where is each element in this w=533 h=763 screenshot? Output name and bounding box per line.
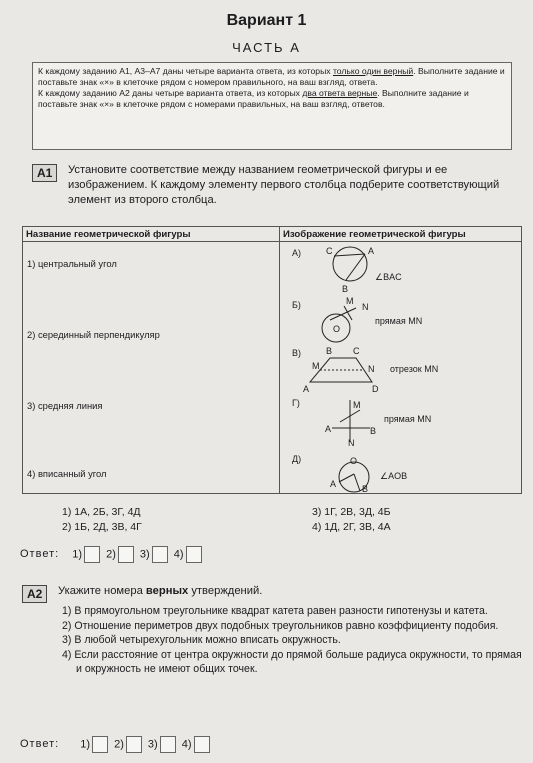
variant-title: Вариант 1 bbox=[226, 12, 307, 29]
fig-b-label: N bbox=[362, 302, 369, 312]
instructions-p1 bbox=[38, 66, 506, 88]
a2-answer-row bbox=[20, 736, 213, 753]
instr-underline: только один верный bbox=[332, 66, 414, 76]
name-inscribed-angle: 4) вписанный угол bbox=[27, 468, 107, 479]
a1-option-1: 1) 1А, 2Б, 3Г, 4Д bbox=[62, 506, 141, 518]
a2-answer-num: 1) bbox=[80, 738, 91, 751]
instr-underline: два ответа верные bbox=[302, 88, 378, 98]
a2-answer-num: 3) bbox=[147, 738, 158, 751]
name-midline: 3) средняя линия bbox=[27, 400, 103, 411]
fig-b-label: M bbox=[346, 296, 354, 306]
fig-d-radius bbox=[339, 474, 354, 482]
instr-text: К каждому заданию А1, А3–А7 даны четыре варианта ответа, из которых bbox=[38, 66, 333, 76]
a2-text: утверждений. bbox=[188, 585, 263, 597]
instructions-p2 bbox=[38, 88, 506, 110]
fig-g-label: A bbox=[325, 424, 332, 434]
fig-g-label: B bbox=[370, 426, 377, 436]
fig-v-label: C bbox=[353, 346, 360, 356]
fig-v-label: B bbox=[326, 346, 333, 356]
a1-question: Установите соответствие между названием геометрической фигуры и ее изображением. К каждому элементу первого столбца подберите соответствующий элемент из второго столбца. bbox=[68, 164, 500, 206]
a1-answer-box-3[interactable] bbox=[152, 546, 168, 563]
fig-v-caption: отрезок MN bbox=[390, 364, 439, 374]
a2-item-2: 2) Отношение периметров двух подобных треугольников равно коэффициенту подобия. bbox=[62, 619, 499, 632]
fig-d-label: A bbox=[330, 479, 337, 489]
a1-option-3: 3) 1Г, 2В, 3Д, 4Б bbox=[312, 506, 391, 518]
a2-item-1: 1) В прямоугольном треугольнике квадрат катета равен разности гипотенузы и катета. bbox=[62, 605, 488, 617]
fig-v-label: N bbox=[368, 364, 375, 374]
a1-option-2: 2) 1Б, 2Д, 3В, 4Г bbox=[62, 521, 142, 533]
a2-question bbox=[58, 584, 262, 599]
a2-answer-num: 2) bbox=[114, 738, 124, 751]
figures-cell bbox=[280, 242, 522, 494]
instructions-box bbox=[32, 62, 512, 150]
fig-b-caption: прямая MN bbox=[375, 316, 423, 326]
a1-tag-wrap bbox=[32, 164, 57, 182]
fig-a-chord bbox=[334, 254, 365, 256]
fig-g-letter: Г) bbox=[292, 398, 300, 408]
fig-v-label: A bbox=[303, 384, 310, 394]
fig-d-label: B bbox=[362, 484, 369, 494]
a2-item-4: 4) Если расстояние от центра окружности до прямой больше радиуса окружности, то прямая и окружность не имеют общих точек. bbox=[62, 648, 522, 675]
instr-text: . Выполните задание и поставьте знак «×» в клеточке рядом с номером правильного, на ваш взгляд, ответа. bbox=[38, 66, 505, 87]
fig-v-label: D bbox=[372, 384, 379, 394]
a1-answer-label: Ответ: bbox=[20, 548, 60, 561]
a2-answer-label: Ответ: bbox=[20, 738, 60, 751]
fig-a-label: C bbox=[326, 246, 333, 256]
fig-v-letter: В) bbox=[292, 348, 301, 358]
instr-text: К каждому заданию А2 даны четыре варианта ответа, из которых bbox=[38, 88, 303, 98]
a2-tag-wrap bbox=[22, 585, 47, 603]
col-figures-header: Изображение геометрической фигуры bbox=[280, 227, 522, 242]
fig-a-caption: ∠BAC bbox=[375, 272, 402, 282]
name-central-angle: 1) центральный угол bbox=[27, 258, 117, 269]
a1-tag: А1 bbox=[32, 164, 57, 182]
a2-list bbox=[62, 604, 526, 677]
a2-answer-box-4[interactable] bbox=[194, 736, 210, 753]
a1-answer-box-2[interactable] bbox=[118, 546, 134, 563]
a1-answer-num: 1) bbox=[72, 548, 83, 561]
fig-a-label: B bbox=[342, 284, 349, 294]
a1-table bbox=[22, 226, 522, 494]
a2-answer-box-3[interactable] bbox=[160, 736, 176, 753]
a2-text: Укажите номера bbox=[58, 585, 146, 597]
a1-answer-num: 3) bbox=[139, 548, 150, 561]
a1-answer-row bbox=[20, 546, 205, 563]
fig-a-label: A bbox=[368, 246, 375, 256]
fig-d-label: O bbox=[350, 456, 358, 466]
fig-d-radius bbox=[354, 474, 360, 491]
a1-option-4: 4) 1Д, 2Г, 3В, 4А bbox=[312, 521, 391, 533]
a2-answer-box-2[interactable] bbox=[126, 736, 142, 753]
fig-d-caption: ∠AOB bbox=[380, 471, 408, 481]
a1-answer-num: 4) bbox=[173, 548, 184, 561]
instr-text: . Выполните задание и поставьте знак «×» в клеточке рядом с номерами правильных, на ваш взгляд, ответов. bbox=[38, 88, 469, 109]
figures-svg bbox=[280, 242, 528, 494]
fig-a-letter: А) bbox=[292, 248, 301, 258]
a2-item-3: 3) В любой четырехугольник можно вписать окружность. bbox=[62, 634, 341, 646]
col-names-header: Название геометрической фигуры bbox=[23, 227, 280, 242]
a1-answer-box-1[interactable] bbox=[84, 546, 100, 563]
fig-v-label: M bbox=[312, 361, 320, 371]
fig-a-circle bbox=[333, 247, 367, 281]
fig-b-label: O bbox=[333, 324, 341, 334]
fig-b-letter: Б) bbox=[292, 300, 301, 310]
fig-g-caption: прямая MN bbox=[384, 414, 432, 424]
names-cell bbox=[23, 242, 280, 494]
a1-answer-box-4[interactable] bbox=[186, 546, 202, 563]
a2-answer-box-1[interactable] bbox=[92, 736, 108, 753]
part-title: ЧАСТЬ А bbox=[232, 40, 301, 55]
a2-answer-num: 4) bbox=[181, 738, 192, 751]
a2-tag: А2 bbox=[22, 585, 47, 603]
fig-g-label: N bbox=[348, 438, 355, 448]
a1-answer-num: 2) bbox=[106, 548, 116, 561]
fig-g-label: M bbox=[353, 400, 361, 410]
a2-text-bold: верных bbox=[145, 585, 189, 597]
name-perpendicular-bisector: 2) серединный перпендикуляр bbox=[27, 329, 160, 340]
fig-d-letter: Д) bbox=[292, 454, 302, 464]
